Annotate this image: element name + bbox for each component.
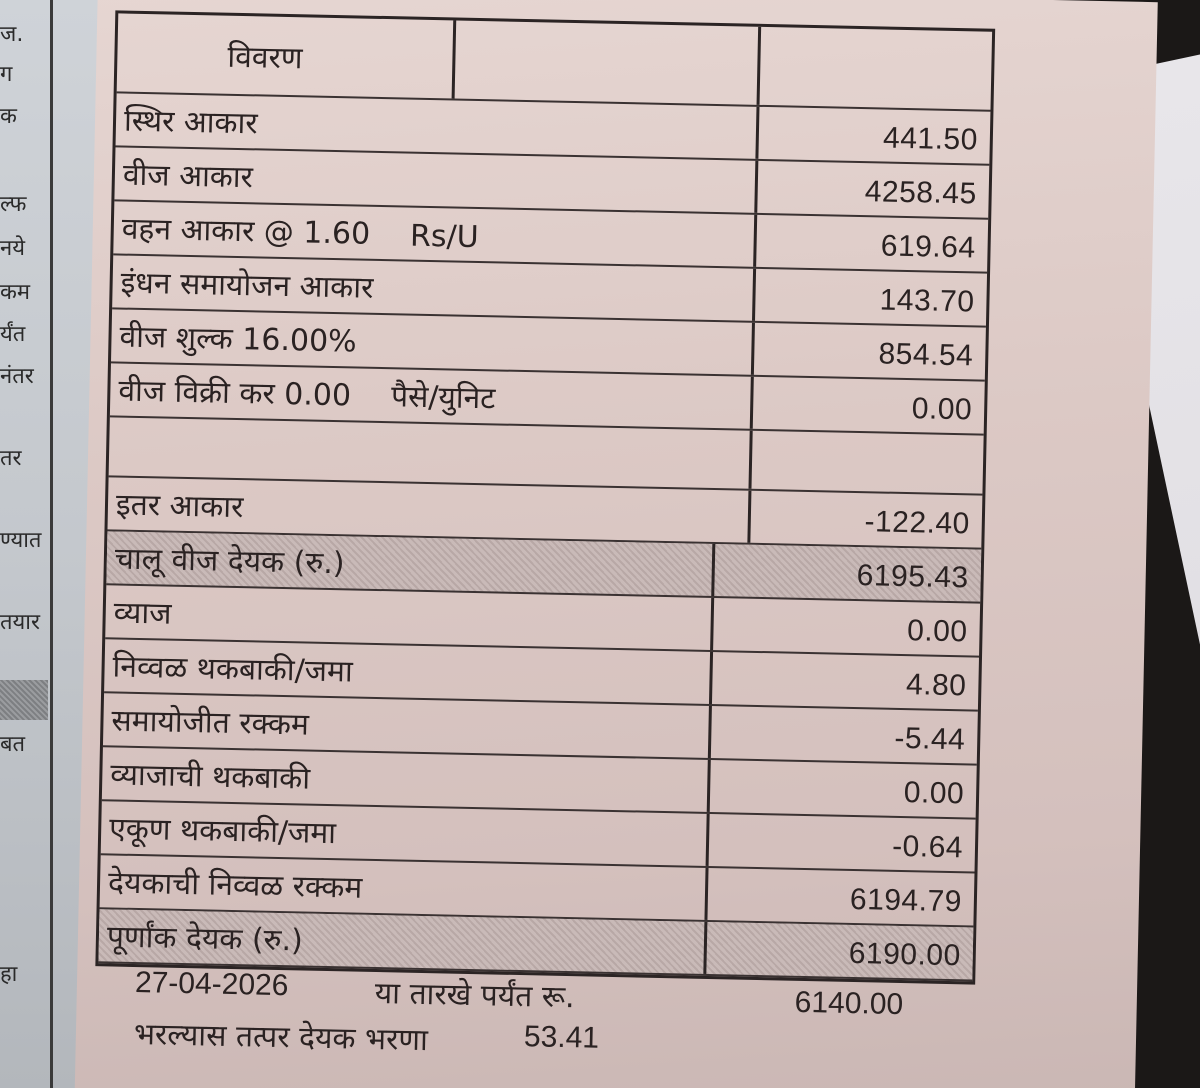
electricity-bill-paper bbox=[74, 0, 1157, 1088]
margin-fragment: हा bbox=[0, 962, 18, 987]
row-amount: 0.00 bbox=[911, 392, 973, 427]
column-divider bbox=[752, 269, 756, 321]
row-amount: 4258.45 bbox=[864, 175, 978, 211]
column-divider bbox=[753, 215, 757, 267]
due-date: 27-04-2026 bbox=[134, 965, 289, 1003]
column-divider bbox=[708, 706, 712, 758]
margin-fragment: तयार bbox=[0, 610, 40, 635]
column-divider bbox=[748, 431, 752, 489]
table-body bbox=[98, 93, 990, 981]
row-label: निव्वळ थकबाकी/जमा bbox=[112, 649, 354, 690]
row-label: इंधन समायोजन आकार bbox=[120, 265, 374, 306]
row-label: चालू वीज देयक (रु.) bbox=[114, 541, 345, 582]
column-divider bbox=[704, 868, 708, 920]
row-unit: पैसे/युनिट bbox=[390, 379, 496, 417]
bill-footer bbox=[93, 965, 975, 1088]
row-amount: 854.54 bbox=[878, 337, 974, 373]
margin-fragment: ज. bbox=[0, 22, 24, 47]
row-label: वीज आकार bbox=[122, 157, 254, 196]
header-label: विवरण bbox=[227, 39, 303, 76]
margin-shaded-block bbox=[0, 680, 48, 720]
column-divider bbox=[703, 922, 707, 974]
column-divider bbox=[711, 544, 715, 596]
row-amount: -0.64 bbox=[891, 829, 964, 865]
row-unit: Rs/U bbox=[409, 218, 480, 256]
row-amount: 0.00 bbox=[906, 614, 968, 649]
margin-fragment: क bbox=[0, 104, 17, 129]
row-label: इतर आकार bbox=[115, 487, 244, 526]
row-amount: 441.50 bbox=[882, 121, 979, 157]
prompt-payment-label: भरल्यास तत्पर देयक भरणा bbox=[133, 1016, 429, 1059]
row-label: समायोजीत रक्कम bbox=[111, 703, 310, 743]
prompt-payment-discount: 53.41 bbox=[523, 1020, 600, 1055]
margin-fragment: कम bbox=[0, 280, 31, 305]
column-divider bbox=[754, 161, 758, 213]
row-label: व्याजाची थकबाकी bbox=[109, 757, 311, 797]
row-label bbox=[109, 469, 117, 475]
row-amount: 0.00 bbox=[903, 776, 965, 811]
column-divider bbox=[750, 377, 754, 429]
row-amount: -5.44 bbox=[894, 721, 966, 757]
prompt-payment-amount: 6140.00 bbox=[794, 985, 904, 1022]
column-divider bbox=[706, 814, 710, 866]
bill-charges-table bbox=[95, 10, 995, 984]
row-amount: -122.40 bbox=[864, 505, 971, 541]
row-label: व्याज bbox=[113, 595, 172, 632]
column-divider bbox=[757, 27, 762, 105]
row-amount: 4.80 bbox=[905, 668, 967, 703]
margin-fragment: र्यंत bbox=[0, 322, 26, 347]
column-divider bbox=[709, 652, 713, 704]
column-divider bbox=[755, 107, 759, 159]
column-divider bbox=[710, 598, 714, 650]
due-date-text: या तारखे पर्यंत रू. bbox=[374, 976, 576, 1016]
row-amount: 619.64 bbox=[880, 229, 976, 265]
margin-fragment: ल्फ bbox=[0, 192, 27, 217]
row-label: पूर्णांक देयक (रु.) bbox=[106, 919, 304, 959]
column-divider bbox=[747, 491, 751, 543]
row-amount: 6194.79 bbox=[849, 882, 963, 919]
row-label: वहन आकार @ 1.60 bbox=[121, 211, 371, 252]
row-label: वीज शुल्क 16.00% bbox=[119, 319, 357, 360]
row-amount: 6195.43 bbox=[856, 559, 970, 595]
adjacent-page-rule bbox=[50, 0, 53, 1088]
column-divider bbox=[707, 760, 711, 812]
row-label: वीज विक्री कर 0.00 bbox=[118, 373, 352, 414]
margin-fragment: बत bbox=[0, 732, 26, 757]
column-divider bbox=[452, 20, 457, 98]
row-label: एकूण थकबाकी/जमा bbox=[108, 811, 337, 852]
row-label: देयकाची निव्वळ रक्कम bbox=[107, 865, 363, 906]
margin-fragment: नंतर bbox=[0, 364, 34, 389]
margin-fragment: ग bbox=[0, 62, 13, 87]
column-divider bbox=[751, 323, 755, 375]
margin-fragment: ण्यात bbox=[0, 528, 42, 553]
margin-fragment: नये bbox=[0, 236, 25, 261]
row-label: स्थिर आकार bbox=[123, 103, 258, 142]
row-amount: 6190.00 bbox=[848, 936, 962, 973]
row-amount: 143.70 bbox=[879, 283, 975, 319]
margin-fragment: तर bbox=[0, 446, 22, 471]
